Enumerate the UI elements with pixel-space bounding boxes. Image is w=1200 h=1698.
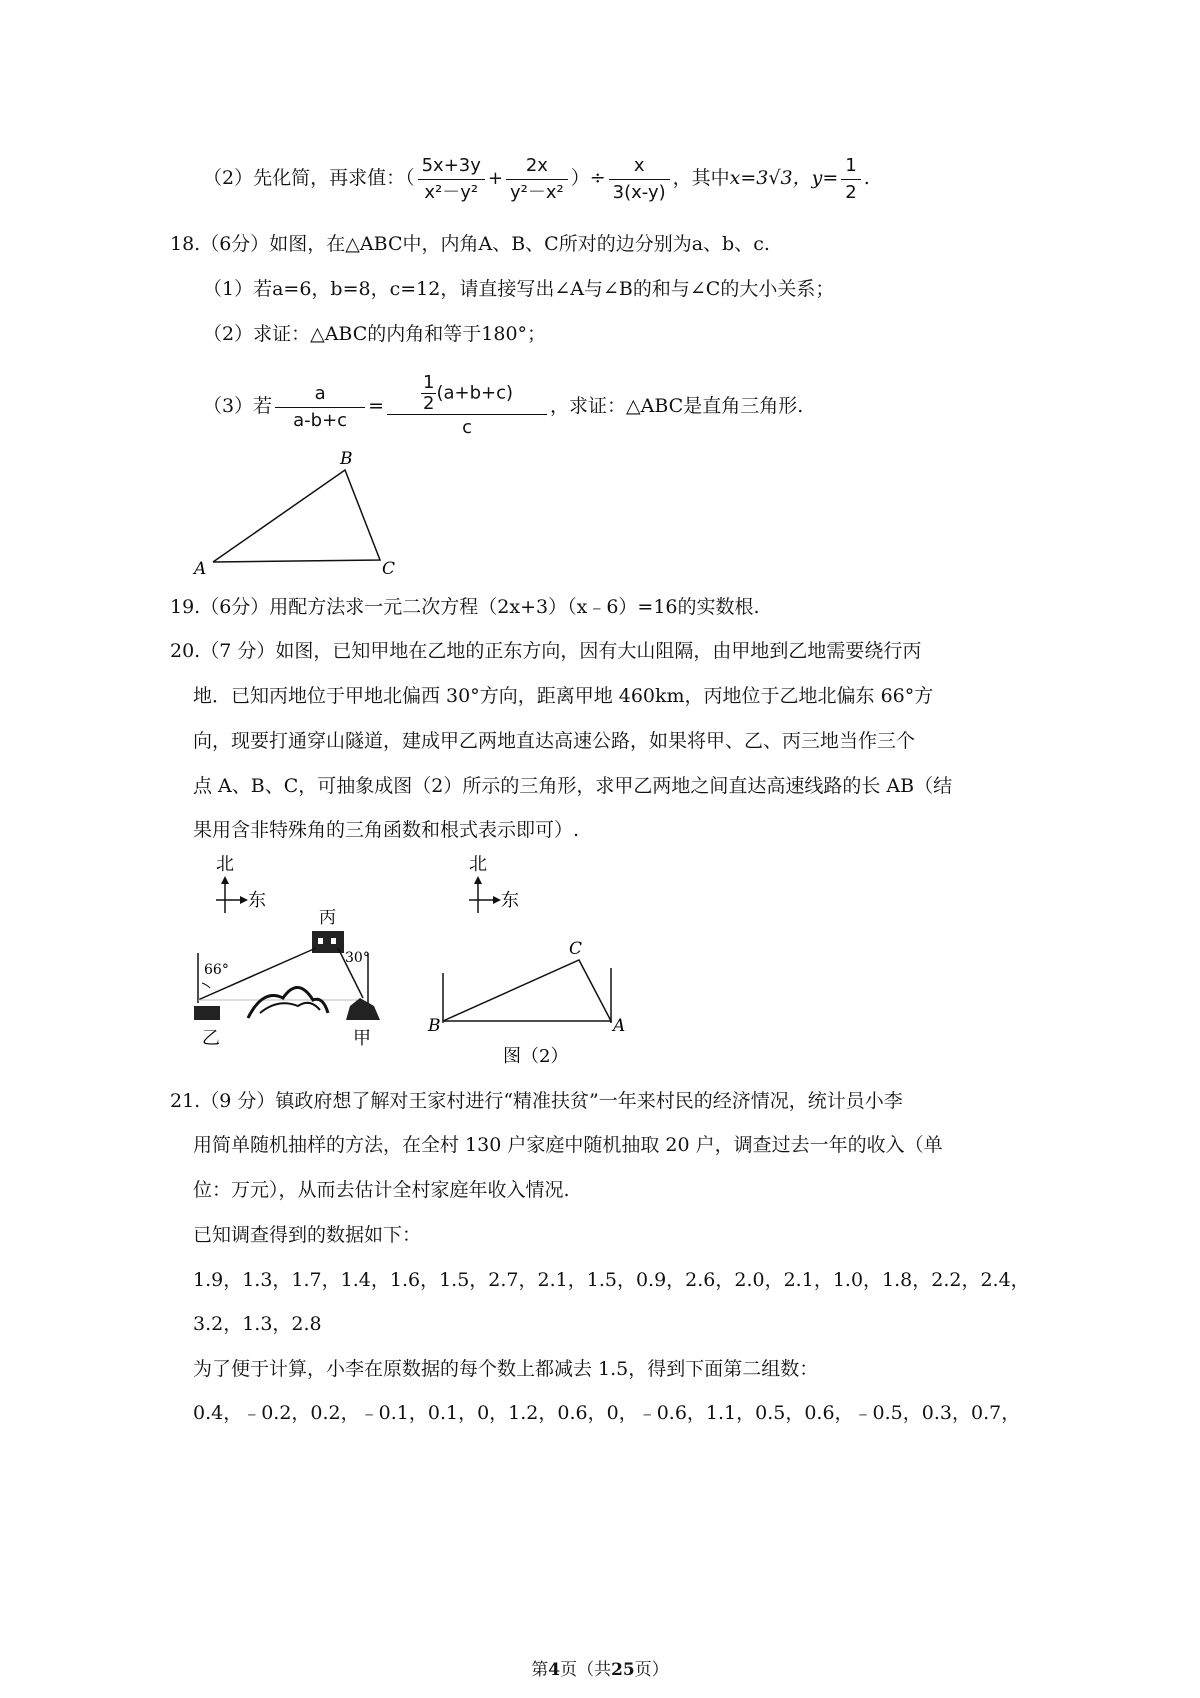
angle-66-label: 66° (204, 962, 229, 978)
angle-arc-66 (202, 983, 210, 988)
window (331, 938, 336, 944)
total-pages: 25 (611, 1660, 635, 1680)
q20-line4: 点 A、B、C，可抽象成图（2）所示的三角形，求甲乙两地之间直达高速线路的长 AB（结 (193, 775, 953, 797)
q21-line1: 21.（9 分）镇政府想了解对王家村进行“精准扶贫”一年来村民的经济情况，统计员小李 (170, 1090, 903, 1112)
condition-x: x=3√3， (729, 167, 812, 189)
north-label: 北 (216, 854, 234, 875)
fraction-numerator: 1 (423, 372, 435, 393)
fraction-numerator: x (609, 153, 670, 180)
vertex-label-c: C (569, 939, 583, 959)
q18-stem: 18.（6分）如图，在△ABC中，内角A、B、C所对的边分别为a、b、c. (170, 233, 770, 255)
q18-part1: （1）若a=6，b=8，c=12，请直接写出∠A与∠B的和与∠C的大小关系； (203, 278, 835, 300)
fraction-numerator (387, 373, 547, 415)
q21-line3: 位：万元），从而去估计全村家庭年收入情况. (193, 1179, 570, 1201)
fraction-numerator: 5x+3y (418, 153, 485, 180)
q20-line3: 向，现要打通穿山隧道，建成甲乙两地直达高速公路，如果将甲、乙、丙三地当作三个 (193, 730, 916, 752)
part3-end: ，求证：△ABC是直角三角形. (550, 395, 804, 417)
condition-prefix: ，其中 (672, 167, 730, 189)
fraction-y (841, 153, 860, 206)
q21-line2: 用简单随机抽样的方法，在全村 130 户家庭中随机抽取 20 户，调查过去一年的收入（单 (193, 1134, 943, 1156)
footer-suffix: 页） (634, 1660, 669, 1680)
triangle-abc-figure (180, 440, 430, 580)
footer-prefix: 第 (531, 1660, 549, 1680)
q18-part3 (203, 366, 803, 446)
mountain-inner-icon (260, 1003, 320, 1013)
vertex-label-b: B (428, 1016, 441, 1036)
vertex-label-a: A (194, 559, 207, 579)
fraction-3 (609, 153, 670, 206)
jia-building-icon (346, 998, 380, 1020)
fraction-denominator: 3(x-y) (612, 181, 666, 203)
east-arrowhead (240, 896, 248, 904)
q17-label: （2）先化简，再求值： (203, 167, 406, 189)
fraction-numerator: 1 (841, 153, 860, 180)
q20-line1: 20.（7 分）如图，已知甲地在乙地的正东方向，因有大山阻隔，由甲地到乙地需要绕行丙 (170, 640, 922, 662)
north-arrowhead (221, 876, 229, 884)
fraction-numerator: 2x (506, 153, 568, 180)
fraction-denominator: x²－y² (424, 181, 479, 203)
fraction-denominator: a-b+c (293, 409, 348, 431)
paren: （ (405, 167, 415, 189)
fraction-a (275, 381, 365, 434)
window (318, 938, 323, 944)
east-label: 东 (501, 890, 519, 911)
vertex-label-c: C (382, 559, 396, 579)
page-number: 4 (548, 1660, 561, 1680)
north-label: 北 (469, 854, 487, 875)
q20-line5: 果用含非特殊角的三角函数和根式表示即可）. (193, 819, 580, 841)
fraction-one-half (421, 373, 436, 414)
figure-caption: 图（2） (503, 1046, 569, 1067)
q21-line5: 为了便于计算，小李在原数据的每个数上都减去 1.5，得到下面第二组数： (193, 1358, 819, 1380)
sum-expression: (a+b+c) (436, 382, 514, 404)
footer-middle: 页（共 (560, 1660, 612, 1680)
north-arrowhead (474, 876, 482, 884)
fraction-1 (418, 153, 485, 206)
plus-sign: + (487, 168, 503, 189)
fraction-numerator: a (275, 381, 365, 408)
condition-y: y= (811, 167, 839, 189)
east-label: 东 (248, 890, 266, 911)
q20-triangle-figure (425, 848, 655, 1068)
q19-text: 19.（6分）用配方法求一元二次方程（2x+3）（x﹣6）=16的实数根. (170, 596, 760, 618)
jia-label: 甲 (353, 1028, 371, 1048)
q21-data-row2: 3.2，1.3，2.8 (193, 1313, 322, 1335)
q21-data-row3: 0.4，﹣0.2，0.2，﹣0.1，0.1，0，1.2，0.6，0，﹣0.6，1.1，0.5，0.6，﹣0.5，0.3，0.7， (193, 1402, 1021, 1424)
yi-label: 乙 (202, 1028, 220, 1048)
q18-part2: （2）求证：△ABC的内角和等于180°； (203, 323, 547, 345)
yi-building-icon (194, 1006, 220, 1020)
vertex-label-b: B (340, 449, 353, 469)
page-footer (0, 1655, 1200, 1680)
fraction-2 (506, 153, 568, 206)
q20-map-figure (188, 848, 418, 1048)
q21-line4: 已知调查得到的数据如下： (193, 1224, 422, 1246)
fraction-denominator: 2 (423, 393, 435, 414)
bing-label: 丙 (319, 908, 336, 928)
equals-sign: = (368, 395, 385, 417)
period: . (863, 167, 870, 189)
fraction-denominator: c (462, 417, 472, 438)
q17-part2 (203, 150, 870, 206)
paren-divide: ）÷ (570, 167, 606, 189)
fraction-denominator: 2 (845, 181, 857, 203)
q21-data-row1: 1.9，1.3，1.7，1.4，1.6，1.5，2.7，2.1，1.5，0.9，2.6，2.0，2.1，1.0，1.8，2.2，2.4， (193, 1269, 1030, 1291)
vertex-label-a: A (613, 1016, 626, 1036)
triangle-outline (213, 470, 380, 562)
triangle-abc-outline (443, 960, 611, 1021)
angle-30-label: 30° (345, 950, 370, 966)
east-arrowhead (493, 896, 501, 904)
fraction-half-perimeter (387, 373, 547, 441)
q20-line2: 地．已知丙地位于甲地北偏西 30°方向，距离甲地 460km，丙地位于乙地北偏东 66°方 (193, 685, 934, 707)
part3-label: （3）若 (203, 395, 273, 417)
fraction-denominator: y²－x² (510, 181, 564, 203)
